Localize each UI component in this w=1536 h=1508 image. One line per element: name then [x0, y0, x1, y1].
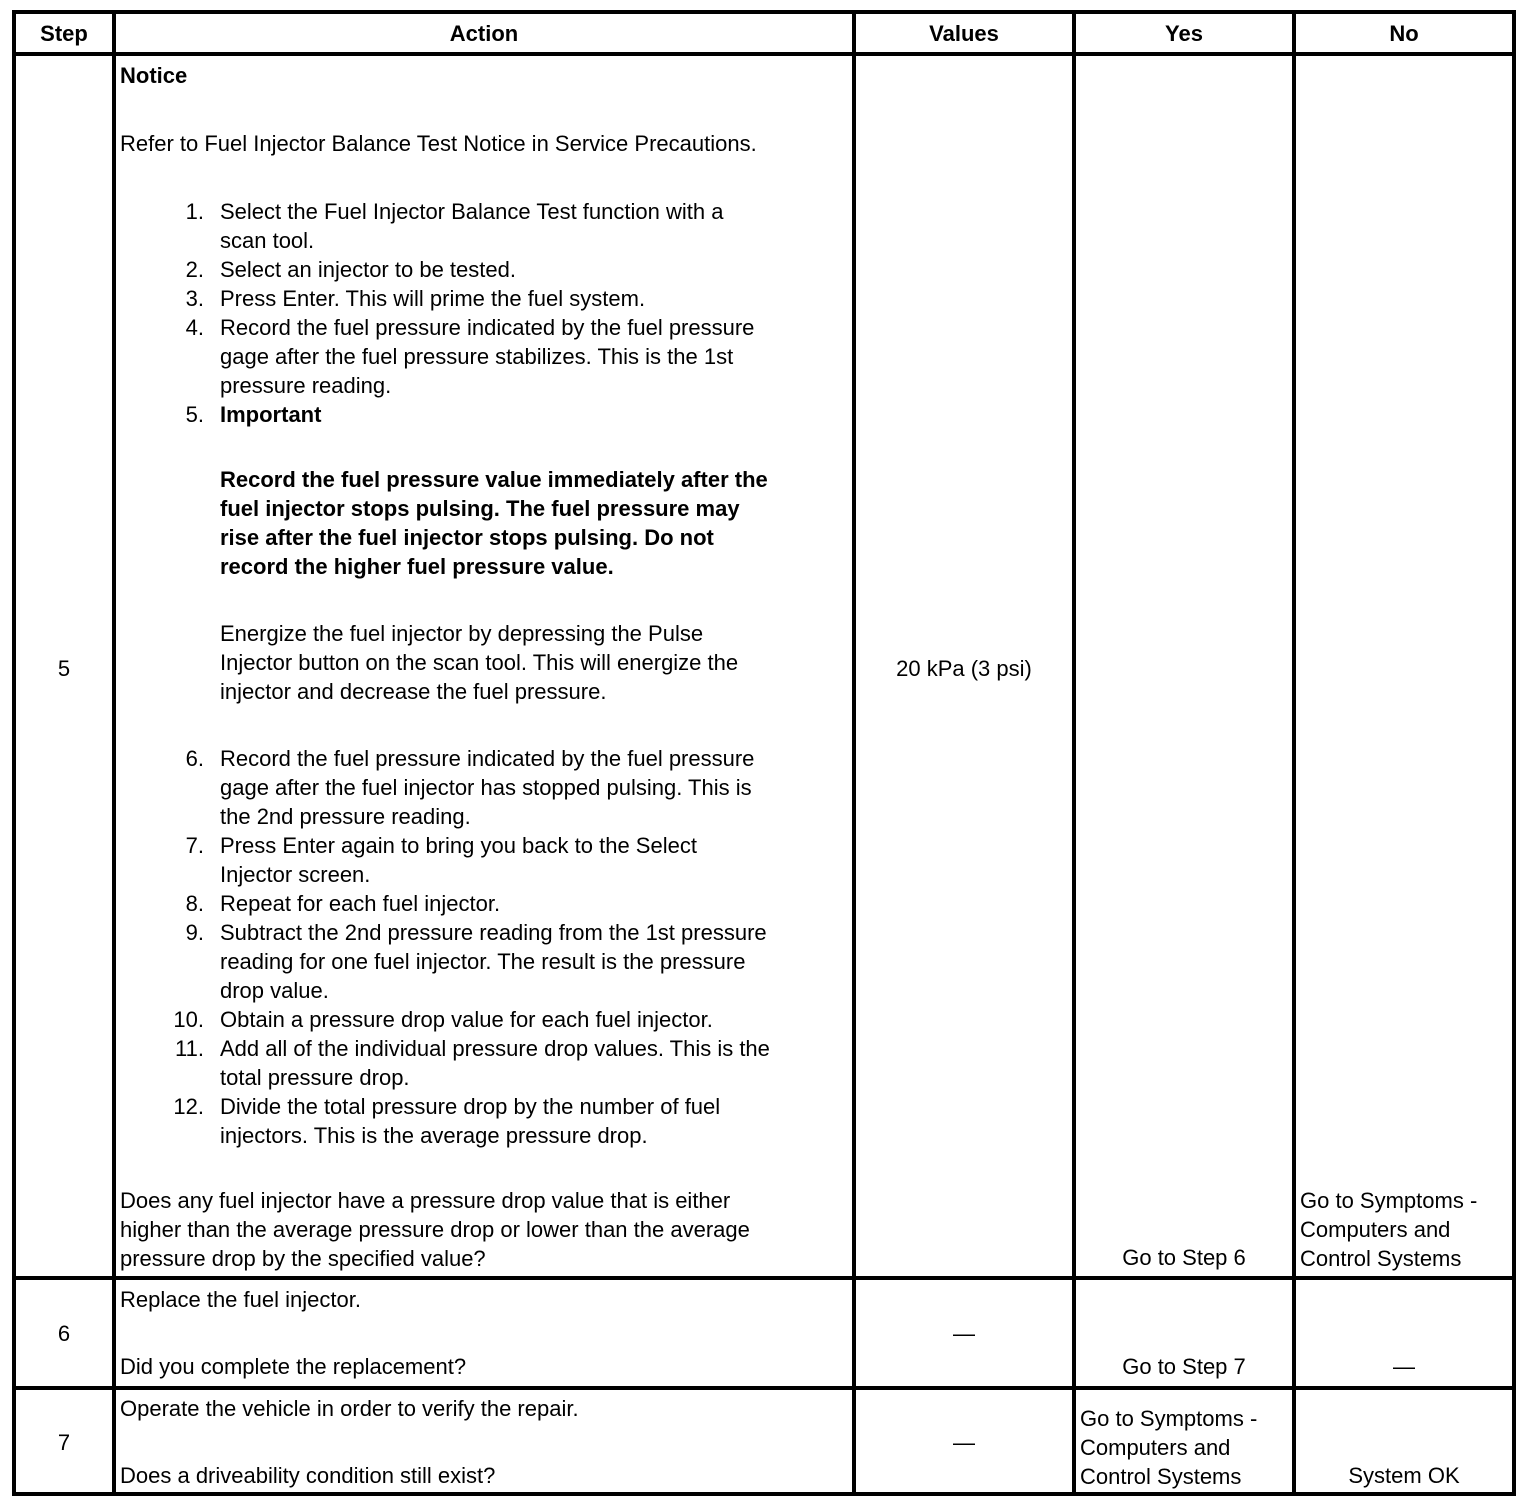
- text-line: Record the fuel pressure value immediately after the: [220, 467, 768, 492]
- list-item: [120, 197, 754, 255]
- list-item-line: scan tool.: [220, 228, 315, 253]
- list-item: [120, 918, 770, 1005]
- header-no: No: [1389, 21, 1419, 46]
- header-action: Action: [449, 21, 519, 46]
- list-item-line: reading for one fuel injector. The result is the pressure: [220, 949, 746, 974]
- row7-yes: [1080, 1404, 1257, 1491]
- row5-value: 20 kPa (3 psi): [896, 656, 1032, 681]
- list-item-line: Important: [220, 402, 322, 427]
- list-item: [120, 284, 754, 313]
- row-divider: [16, 1386, 1512, 1390]
- step-number: 7: [57, 1430, 71, 1455]
- step-number: 6: [57, 1321, 71, 1346]
- important-text: [220, 465, 768, 581]
- list-item-number: 2.: [185, 257, 204, 282]
- list-item-line: drop value.: [220, 978, 329, 1003]
- text-line: rise after the fuel injector stops pulsing. Do not: [220, 525, 714, 550]
- list-item-line: Record the fuel pressure indicated by the fuel pressure: [220, 746, 755, 771]
- list-item: [120, 255, 754, 284]
- list-item-number: 7.: [185, 833, 204, 858]
- header-values: Values: [929, 21, 999, 46]
- text-line: Control Systems: [1080, 1464, 1242, 1489]
- list-item-line: Record the fuel pressure indicated by the fuel pressure: [220, 315, 755, 340]
- list-item-line: Obtain a pressure drop value for each fuel injector.: [220, 1007, 713, 1032]
- list-item-line: total pressure drop.: [220, 1065, 410, 1090]
- text-line: injector and decrease the fuel pressure.: [220, 679, 607, 704]
- row6-question: Did you complete the replacement?: [120, 1354, 467, 1379]
- row7-value: —: [953, 1430, 975, 1455]
- list-item-line: gage after the fuel injector has stopped pulsing. This is: [220, 775, 752, 800]
- row6-action: Replace the fuel injector.: [120, 1287, 361, 1312]
- list-item-line: the 2nd pressure reading.: [220, 804, 471, 829]
- list-item-number: 8.: [185, 891, 204, 916]
- list-item-line: Select the Fuel Injector Balance Test function with a: [220, 199, 724, 224]
- row5-yes: Go to Step 6: [1122, 1245, 1246, 1270]
- list-item-number: 9.: [185, 920, 204, 945]
- list-item: [120, 313, 754, 400]
- row5-no: [1300, 1186, 1477, 1273]
- header-step: Step: [40, 21, 88, 46]
- list-item-line: Repeat for each fuel injector.: [220, 891, 501, 916]
- list-item-line: Select an injector to be tested.: [220, 257, 516, 282]
- notice-title: Notice: [120, 63, 188, 88]
- row-divider: [16, 1276, 1512, 1280]
- text-line: Computers and: [1080, 1435, 1231, 1460]
- list-item-line: Divide the total pressure drop by the number of fuel: [220, 1094, 721, 1119]
- list-item-number: 10.: [173, 1007, 204, 1032]
- notice-text: Refer to Fuel Injector Balance Test Notice in Service Precautions.: [120, 131, 757, 156]
- row7-action: Operate the vehicle in order to verify the repair.: [120, 1396, 579, 1421]
- text-line: higher than the average pressure drop or lower than the average: [120, 1217, 750, 1242]
- list-item-line: Injector screen.: [220, 862, 371, 887]
- list-item-number: 6.: [185, 746, 204, 771]
- list-item-number: 11.: [175, 1036, 204, 1061]
- list-item-number: 12.: [173, 1094, 204, 1119]
- row6-yes: Go to Step 7: [1122, 1354, 1246, 1379]
- list-item-number: 5.: [185, 402, 204, 427]
- list-item: [120, 400, 754, 429]
- column-divider: [1292, 14, 1296, 1492]
- text-line: Control Systems: [1300, 1246, 1462, 1271]
- list-item: [120, 744, 770, 831]
- list-item: [120, 1092, 770, 1150]
- list-item-line: Press Enter. This will prime the fuel system.: [220, 286, 646, 311]
- list-item-line: Press Enter again to bring you back to the Select: [220, 833, 697, 858]
- text-line: Does any fuel injector have a pressure drop value that is either: [120, 1188, 731, 1213]
- text-line: pressure drop by the specified value?: [120, 1246, 486, 1271]
- text-line: Go to Symptoms -: [1080, 1406, 1258, 1431]
- text-line: Go to Symptoms -: [1300, 1188, 1478, 1213]
- list-item-line: pressure reading.: [220, 373, 392, 398]
- list-item: [120, 1005, 770, 1034]
- row5-question: [120, 1186, 750, 1273]
- procedure-list: [120, 197, 754, 429]
- column-divider: [852, 14, 856, 1492]
- row6-no: —: [1393, 1354, 1415, 1379]
- text-line: Energize the fuel injector by depressing the Pulse: [220, 621, 704, 646]
- row7-question: Does a driveability condition still exist?: [120, 1463, 496, 1488]
- list-item-line: Subtract the 2nd pressure reading from the 1st pressure: [220, 920, 767, 945]
- row6-value: —: [953, 1321, 975, 1346]
- text-line: record the higher fuel pressure value.: [220, 554, 614, 579]
- list-item-line: gage after the fuel pressure stabilizes. This is the 1st: [220, 344, 734, 369]
- step-number: 5: [57, 656, 71, 681]
- list-item-line: Add all of the individual pressure drop values. This is the: [220, 1036, 770, 1061]
- text-line: Computers and: [1300, 1217, 1451, 1242]
- list-item: [120, 889, 770, 918]
- header-yes: Yes: [1165, 21, 1203, 46]
- column-divider: [112, 14, 116, 1492]
- row-divider: [16, 52, 1512, 56]
- list-item-number: 4.: [185, 315, 204, 340]
- list-item-number: 1.: [185, 199, 204, 224]
- text-line: Injector button on the scan tool. This will energize the: [220, 650, 739, 675]
- list-item-number: 3.: [185, 286, 204, 311]
- list-item: [120, 1034, 770, 1092]
- energize-text: [220, 619, 738, 706]
- list-item-line: injectors. This is the average pressure drop.: [220, 1123, 648, 1148]
- procedure-list-continued: [120, 744, 770, 1150]
- text-line: fuel injector stops pulsing. The fuel pressure may: [220, 496, 740, 521]
- list-item: [120, 831, 770, 889]
- diagnostic-table: [12, 10, 1516, 1496]
- row7-no: System OK: [1348, 1463, 1460, 1488]
